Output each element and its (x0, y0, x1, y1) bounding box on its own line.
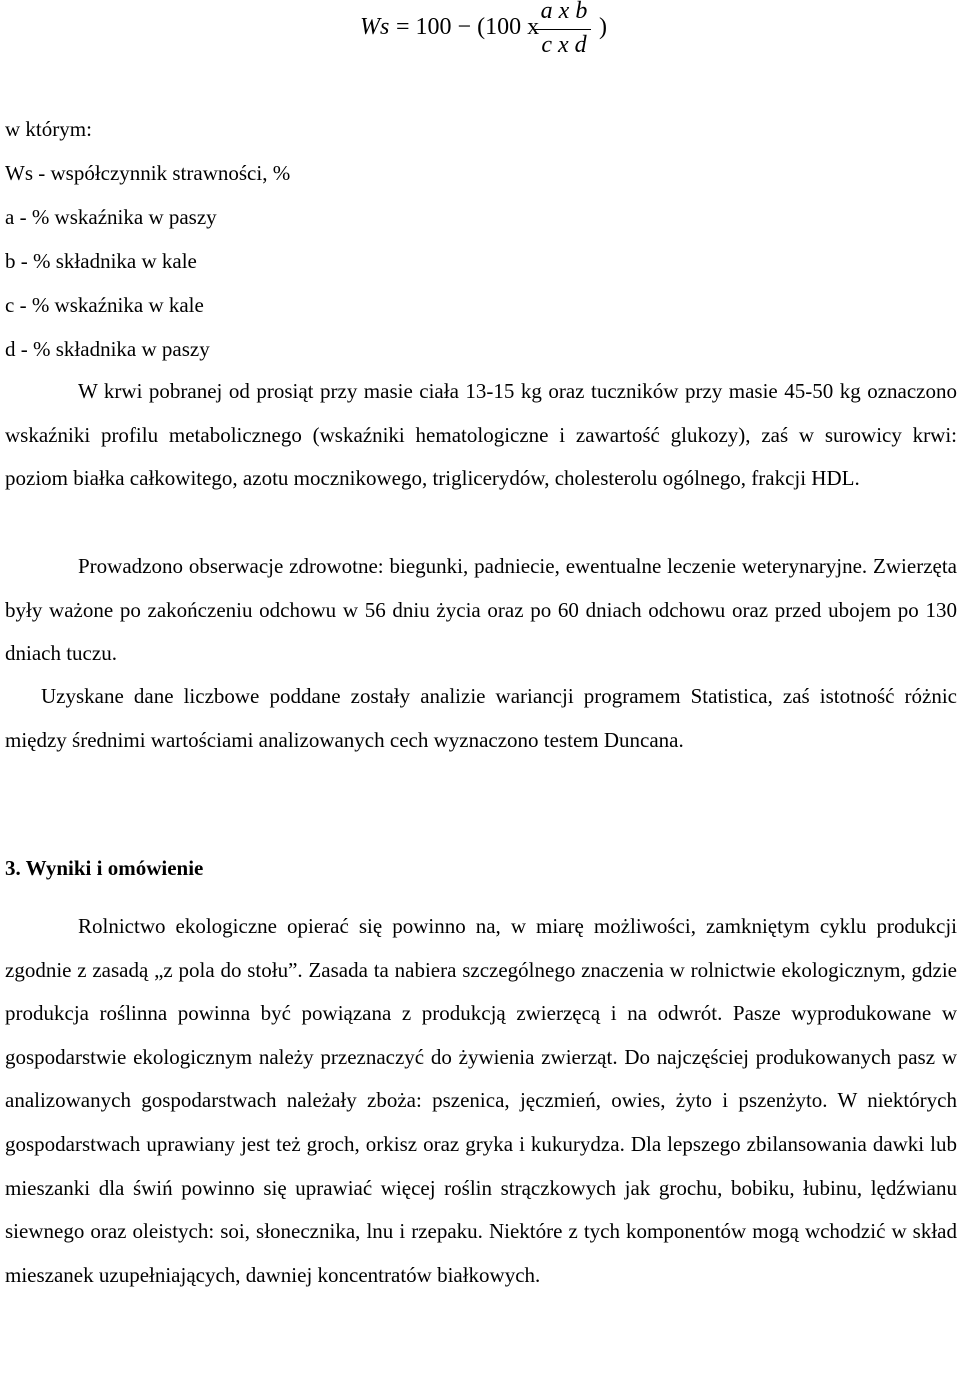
paragraph-text: Uzyskane dane liczbowe poddane zostały analizie wariancji programem Statistica, zaś istotność różnic między średnimi wartościami analizowanych cech wyznaczono testem Duncana. (5, 684, 957, 752)
formula-legend (5, 113, 955, 377)
legend-item: Ws - współczynnik strawności, % (5, 161, 291, 185)
paragraph-text: Prowadzono obserwacje zdrowotne: biegunki, padniecie, ewentualne leczenie weterynaryjne. Zwierzęta były ważone po zakończeniu odchowu w 56 dniu życia oraz po 60 dniach odchowu oraz przed ubojem po 130 dniach tuczu. (5, 554, 957, 666)
digestibility-formula (360, 0, 660, 62)
legend-item: c - % wskaźnika w kale (5, 293, 204, 317)
paragraph-health-observation (5, 545, 957, 676)
formula-close-paren: ) (599, 14, 607, 40)
paragraph-text: W krwi pobranej od prosiąt przy masie ciała 13-15 kg oraz tuczników przy masie 45-50 kg oznaczono wskaźniki profilu metabolicznego (wskaźniki hematologiczne i zawartość glukozy), zaś w surowicy krwi: poziom białka całkowitego, azotu mocznikowego, triglicerydów, cholesterolu ogólnego, frakcji HDL. (5, 379, 957, 491)
legend-item: b - % składnika w kale (5, 249, 197, 273)
paragraph-blood-analysis (5, 370, 957, 501)
formula-fraction (533, 0, 595, 60)
paragraph-statistics (5, 675, 957, 762)
legend-intro: w którym: (5, 117, 92, 141)
legend-item: d - % składnika w paszy (5, 337, 210, 361)
legend-item: a - % wskaźnika w paszy (5, 205, 217, 229)
paragraph-results (5, 905, 957, 1297)
formula-denominator: c x d (541, 32, 587, 58)
formula-lhs: Ws (360, 14, 390, 40)
fraction-bar (535, 29, 591, 30)
formula-expression: = 100 − (100 x (396, 14, 540, 40)
paragraph-text: Rolnictwo ekologiczne opierać się powinno na, w miarę możliwości, zamkniętym cyklu produkcji zgodnie z zasadą „z pola do stołu”. Zasada ta nabiera szczególnego znaczenia w rolnictwie ekologicznym, gdzie produkcja roślinna powinna być powiązana z produkcją zwierzęcą i na odwrót. Pasze wyprodukowane w gospodarstwie ekologicznym należy przeznaczyć do żywienia zwierząt. Do najczęściej produkowanych pasz w analizowanych gospodarstwach należały zboża: pszenica, jęczmień, owies, żyto i pszenżyto. W niektórych gospodarstwach uprawiany jest też groch, orkisz oraz gryka i kukurydza. Dla lepszego zbilansowania dawki lub mieszanki dla świń powinno się uprawiać więcej roślin strączkowych jak grochu, bobiku, łubinu, lędźwianu siewnego oraz oleistych: soi, słonecznika, lnu i rzepaku. Niektóre z tych komponentów mogą wchodzić w skład mieszanek uzupełniających, dawniej koncentratów białkowych. (5, 914, 957, 1287)
section-heading: 3. Wyniki i omówienie (5, 856, 204, 880)
formula-numerator: a x b (540, 0, 588, 24)
